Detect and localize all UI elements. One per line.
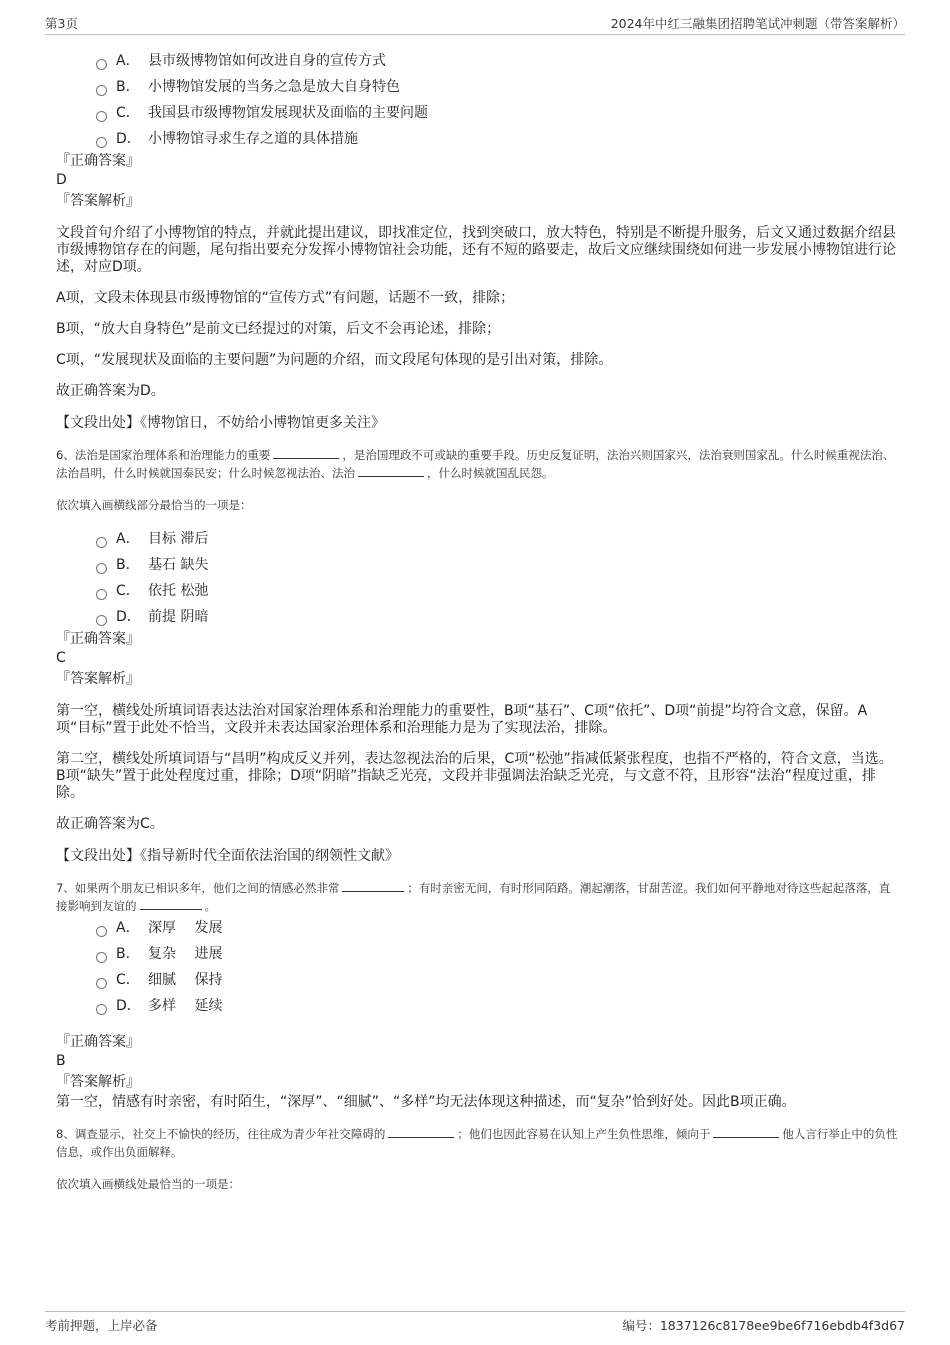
q6-analysis-label: 『答案解析』 — [56, 671, 140, 687]
radio-icon[interactable] — [96, 978, 107, 989]
q7-option-a[interactable]: A． 深厚 发展 — [96, 915, 898, 941]
blank-line — [342, 880, 404, 892]
q7-options — [96, 915, 898, 1019]
q6-option-a[interactable]: A． 目标 滞后 — [96, 526, 898, 552]
q6-stem: 6、法治是国家治理体系和治理能力的重要 ，是治国理政不可或缺的重要手段。历史反复证明，法治兴则国家兴，法治衰则国家乱。什么时候重视法治、法治昌明，什么时候就国泰民安；什么时候忽视法治、法治 ，什么时候就国乱民怨。 — [56, 448, 895, 480]
radio-icon[interactable] — [96, 926, 107, 937]
q5-option-a[interactable]: A． 县市级博物馆如何改进自身的宣传方式 — [96, 48, 898, 74]
q7-option-b[interactable]: B． 复杂 进展 — [96, 941, 898, 967]
q5-analysis-3: B项，“放大自身特色”是前文已经提过的对策，后文不会再论述，排除； — [56, 321, 501, 337]
blank-line — [140, 898, 202, 910]
q5-option-c[interactable]: C． 我国县市级博物馆发展现状及面临的主要问题 — [96, 100, 898, 126]
blank-line — [273, 447, 339, 459]
q6-analysis-3: 故正确答案为C。 — [56, 816, 164, 832]
q5-source: 【文段出处】《博物馆日，不妨给小博物馆更多关注》 — [56, 415, 385, 431]
radio-icon[interactable] — [96, 111, 107, 122]
q6-instruction: 依次填入画横线部分最恰当的一项是： — [56, 498, 252, 512]
document-id: 编号：1837126c8178ee9be6f716ebdb4f3d67 — [622, 1318, 905, 1333]
radio-icon[interactable] — [96, 137, 107, 148]
q7-option-d[interactable]: D． 多样 延续 — [96, 993, 898, 1019]
q5-option-d[interactable]: D． 小博物馆寻求生存之道的具体措施 — [96, 126, 898, 152]
radio-icon[interactable] — [96, 1004, 107, 1015]
q6-option-b[interactable]: B． 基石 缺失 — [96, 552, 898, 578]
radio-icon[interactable] — [96, 59, 107, 70]
document-title: 2024年中红三融集团招聘笔试冲刺题（带答案解析） — [610, 16, 905, 31]
q7-analysis-1: 第一空，情感有时亲密，有时陌生，“深厚”、“细腻”、“多样”均无法体现这种描述，而“复杂”恰到好处。因此B项正确。 — [56, 1094, 796, 1110]
q5-answer: D — [56, 172, 67, 188]
q5-analysis-5: 故正确答案为D。 — [56, 383, 165, 399]
blank-line — [388, 1126, 454, 1138]
blank-line — [358, 465, 424, 477]
q8-stem: 8、调查显示，社交上不愉快的经历，往往成为青少年社交障碍的 ；他们也因此容易在认知上产生负性思维，倾向于 他人言行举止中的负性信息，或作出负面解释。 — [56, 1127, 898, 1159]
q5-option-b[interactable]: B． 小博物馆发展的当务之急是放大自身特色 — [96, 74, 898, 100]
q6-source: 【文段出处】《指导新时代全面依法治国的纲领性文献》 — [56, 848, 399, 864]
footer-slogan: 考前押题，上岸必备 — [45, 1318, 158, 1333]
q5-analysis-label: 『答案解析』 — [56, 193, 140, 209]
page-header — [45, 14, 905, 35]
q6-answer-label: 『正确答案』 — [56, 631, 140, 647]
page-footer — [45, 1311, 905, 1333]
q6-option-d[interactable]: D． 前提 阴暗 — [96, 604, 898, 630]
radio-icon[interactable] — [96, 589, 107, 600]
radio-icon[interactable] — [96, 563, 107, 574]
radio-icon[interactable] — [96, 537, 107, 548]
q6-option-c[interactable]: C． 依托 松弛 — [96, 578, 898, 604]
q5-analysis-2: A项，文段未体现县市级博物馆的“宣传方式”有问题，话题不一致，排除； — [56, 290, 515, 306]
radio-icon[interactable] — [96, 85, 107, 96]
radio-icon[interactable] — [96, 615, 107, 626]
q8-instruction: 依次填入画横线处最恰当的一项是： — [56, 1177, 240, 1191]
radio-icon[interactable] — [96, 952, 107, 963]
page-number: 第3页 — [45, 16, 78, 31]
q7-answer-label: 『正确答案』 — [56, 1034, 140, 1050]
q5-analysis-4: C项，“发展现状及面临的主要问题”为问题的介绍，而文段尾句体现的是引出对策，排除。 — [56, 352, 613, 368]
q5-answer-label: 『正确答案』 — [56, 153, 140, 169]
q6-analysis-2: 第二空，横线处所填词语与“昌明”构成反义并列，表达忽视法治的后果，C项“松弛”指减低紧张程度，也指不严格的，符合文意，当选。B项“缺失”置于此处程度过重，排除；D项“阴暗”指缺乏光亮，文段并非强调法治缺乏光亮，与文意不符，且形容“法治”程度过重，排除。 — [56, 751, 893, 801]
q7-answer: B — [56, 1053, 66, 1069]
q7-stem: 7、如果两个朋友已相识多年，他们之间的情感必然非常 ；有时亲密无间，有时形同陌路。潮起潮落，甘甜苦涩。我们如何平静地对待这些起起落落，直接影响到友谊的 。 — [56, 881, 891, 913]
blank-line — [713, 1126, 779, 1138]
q7-analysis-label: 『答案解析』 — [56, 1074, 140, 1090]
q5-analysis-1: 文段首句介绍了小博物馆的特点，并就此提出建议，即找准定位，找到突破口，放大特色，特别是不断提升服务，后文又通过数据介绍县市级博物馆存在的问题，尾句指出要充分发挥小博物馆社会功能，还有不短的路要走，故后文应继续围绕如何进一步发展小博物馆进行论述，对应D项。 — [56, 225, 896, 275]
q6-answer: C — [56, 650, 66, 666]
q6-options — [96, 526, 898, 630]
q7-option-c[interactable]: C． 细腻 保持 — [96, 967, 898, 993]
page-content — [56, 48, 898, 1205]
q5-options — [96, 48, 898, 152]
q6-analysis-1: 第一空，横线处所填词语表达法治对国家治理体系和治理能力的重要性，B项“基石”、C项“依托”、D项“前提”均符合文意，保留。A项“目标”置于此处不恰当，文段并未表达国家治理体系和治理能力是为了实现法治，排除。 — [56, 703, 868, 736]
